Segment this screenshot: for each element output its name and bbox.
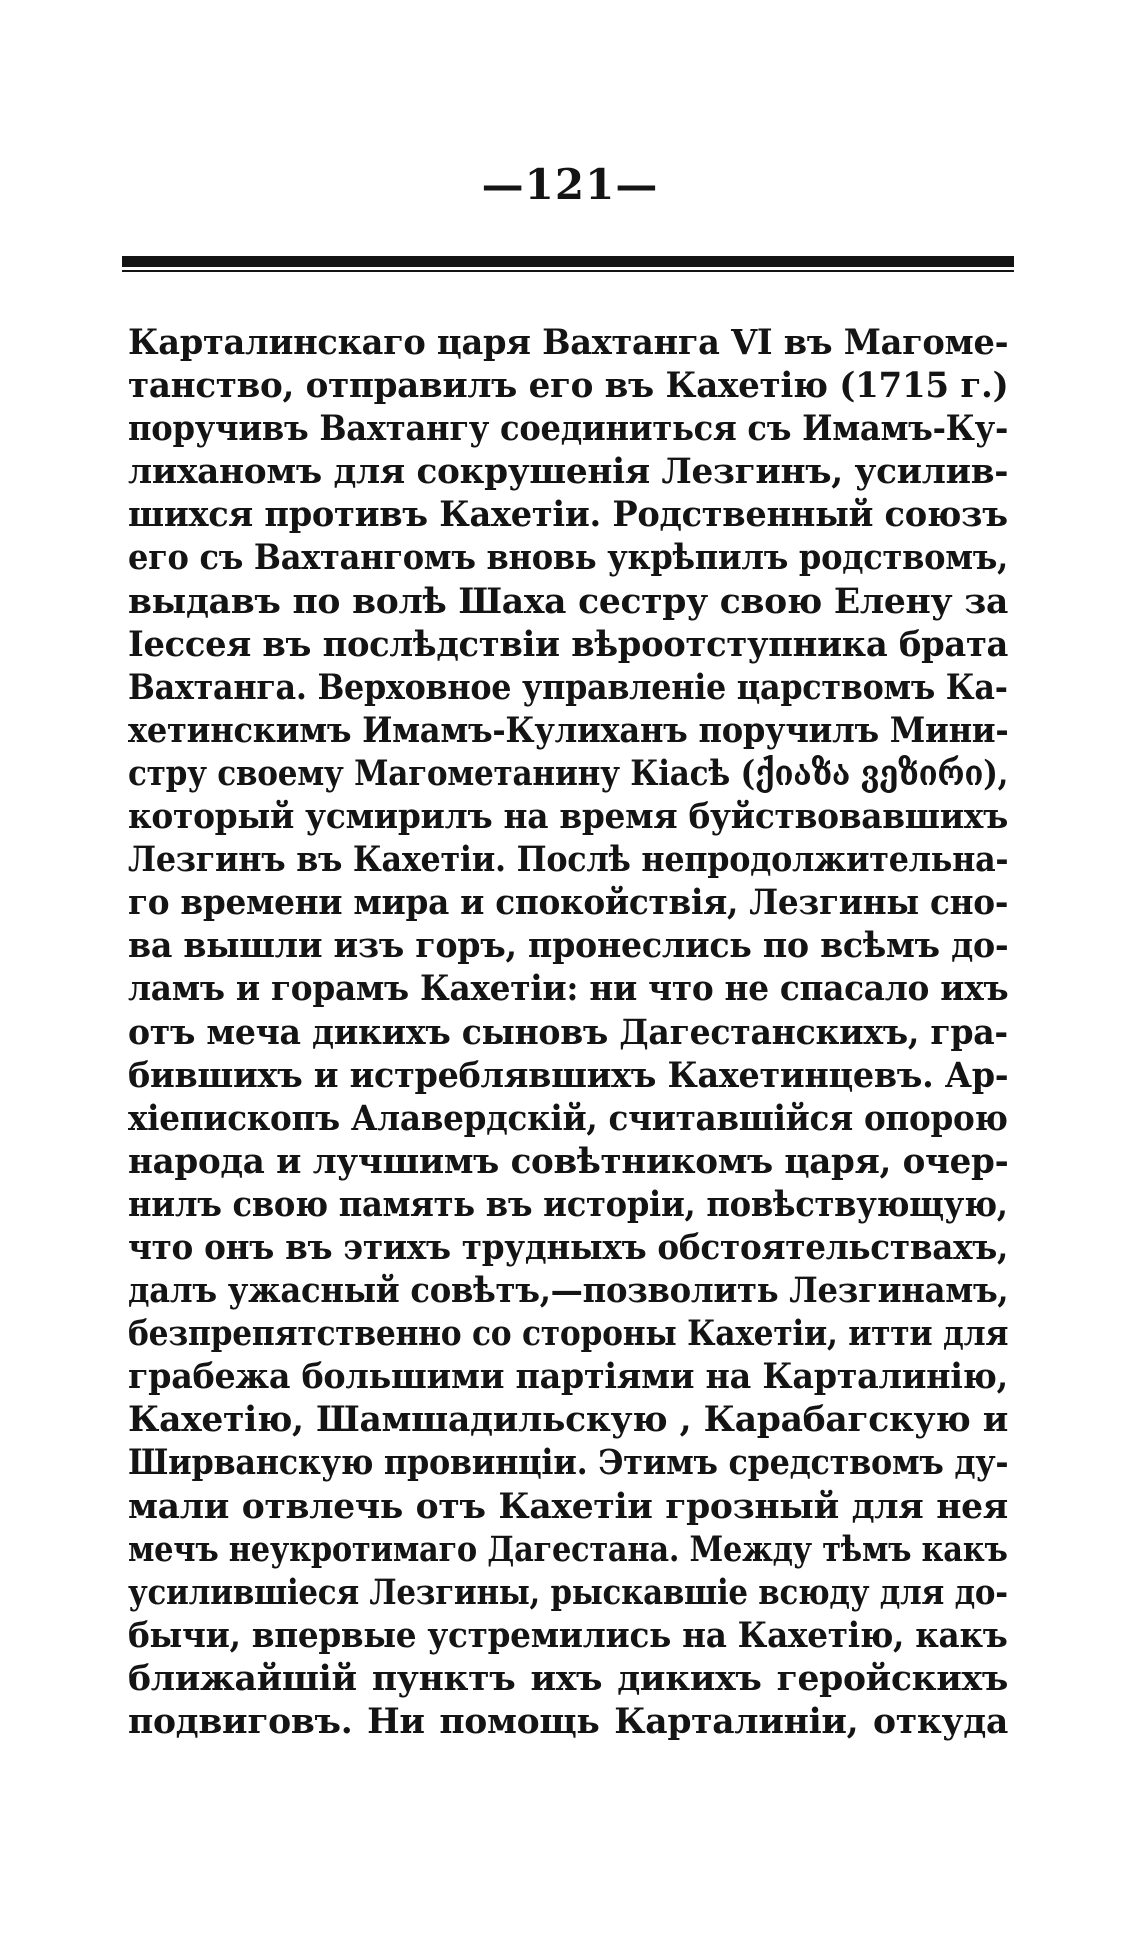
text-line: ва вышли изъ горъ, пронеслись по всѣмъ до- — [128, 926, 1009, 967]
text-line: далъ ужасный совѣтъ,—позволить Лезгинамъ, — [128, 1271, 1009, 1312]
text-line: хетинскимъ Имамъ-Кулиханъ поручилъ Мини- — [128, 710, 1009, 751]
text-line: бившихъ и истреблявшихъ Кахетинцевъ. Ар- — [128, 1055, 1009, 1096]
text-line: бычи, впервые устремились на Кахетію, какъ — [128, 1615, 1008, 1656]
text-line: что онъ въ этихъ трудныхъ обстоятельствахъ, — [128, 1227, 1009, 1268]
text-line: Лезгинъ въ Кахетіи. Послѣ непродолжительна- — [128, 840, 1009, 881]
text-line: стру своему Магометанину Кіасѣ (ქიაზა ვეზირი), — [128, 753, 1009, 794]
text-line: его съ Вахтангомъ вновь укрѣпилъ родствомъ, — [128, 538, 1008, 579]
text-line: народа и лучшимъ совѣтникомъ царя, очер- — [128, 1141, 1009, 1182]
text-line: нилъ свою память въ исторіи, повѣствующую, — [128, 1184, 1008, 1225]
text-line: Вахтанга. Верховное управленіе царствомъ Ка- — [128, 667, 1008, 708]
text-line: усилившіеся Лезгины, рыскавшіе всюду для до- — [128, 1572, 1008, 1613]
text-line: мали отвлечь отъ Кахетіи грозный для нея — [128, 1486, 1008, 1527]
text-line: мечъ неукротимаго Дагестана. Между тѣмъ какъ — [128, 1529, 1008, 1570]
text-line: танство, отправилъ его въ Кахетію (1715 г.) — [128, 366, 1009, 407]
page-number: —121— — [481, 160, 659, 209]
text-line: шихся противъ Кахетіи. Родственный союзъ — [128, 495, 1008, 536]
text-line: ближайшій пунктъ ихъ дикихъ геройскихъ — [128, 1658, 1008, 1699]
text-line: лиханомъ для сокрушенія Лезгинъ, усилив- — [128, 452, 1009, 493]
text-line: ламъ и горамъ Кахетіи: ни что не спасало ихъ — [128, 969, 1009, 1010]
text-line: хіепископъ Алавердскій, считавшійся опорою — [128, 1098, 1008, 1139]
header-rule-thin — [122, 270, 1014, 272]
text-line: подвиговъ. Ни помощь Карталиніи, откуда — [128, 1702, 1008, 1742]
text-line: поручивъ Вахтангу соединиться съ Имамъ-Ку- — [128, 409, 1009, 450]
header-rule-thick — [122, 256, 1014, 267]
text-line: безпрепятственно со стороны Кахетіи, итти для — [128, 1314, 1009, 1355]
text-line: который усмирилъ на время буйствовавшихъ — [128, 797, 1008, 838]
text-line: отъ меча дикихъ сыновъ Дагестанскихъ, гра- — [128, 1012, 1008, 1053]
text-line: Кахетію, Шамшадильскую , Карабагскую и — [128, 1400, 1008, 1441]
text-line: го времени мира и спокойствія, Лезгины сно- — [128, 883, 1009, 924]
text-line: Карталинскаго царя Вахтанга VI въ Магоме- — [128, 323, 1009, 363]
text-line: грабежа большими партіями на Карталинію, — [128, 1357, 1008, 1398]
body-text — [128, 322, 1008, 1744]
text-line: Іессея въ послѣдствіи вѣроотступника брата — [128, 624, 1009, 665]
text-line: выдавъ по волѣ Шаха сестру свою Елену за — [128, 581, 1008, 622]
text-line: Ширванскую провинціи. Этимъ средствомъ ду- — [128, 1443, 1009, 1484]
